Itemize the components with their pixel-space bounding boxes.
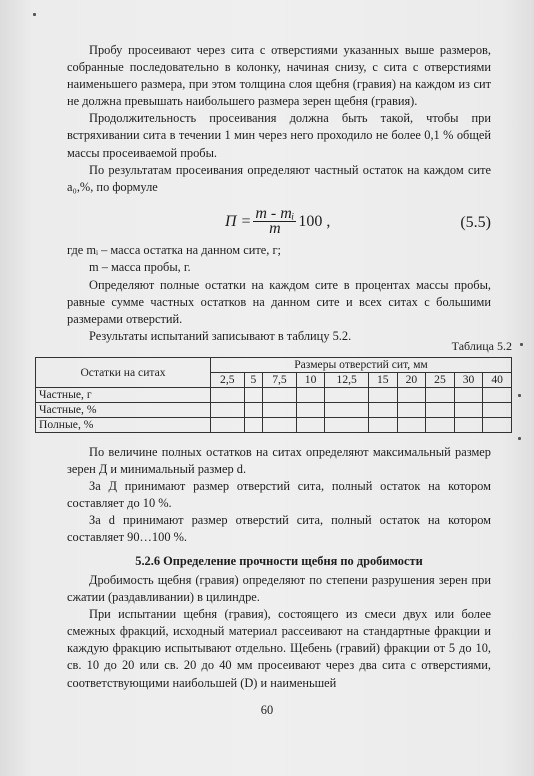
paragraph: При испытании щебня (гравия), состоящего из смеси двух или более смежных фракций, исходный материал рассеивают на стандартные фракции и каждую фракцию испытывают отдельно. Щебень (гравий) фракции от 5 до 10, св. 10 до 20 или св. 20 до 40 мм просеивают через два сита с отверстиями, соответствующими наибольшей (D) и наименьшей xyxy=(67,607,491,690)
paragraph: За d принимают размер отверстий сита, полный остаток на котором составляет 90…100 %. xyxy=(67,513,491,545)
table-row xyxy=(36,418,512,433)
table-cell xyxy=(368,418,397,433)
size-cell: 10 xyxy=(296,373,325,388)
table-cell xyxy=(325,388,369,403)
table-cell xyxy=(296,403,325,418)
sieve-table xyxy=(35,357,512,433)
after-table-block xyxy=(67,444,491,547)
table-cell xyxy=(244,403,263,418)
table-cell xyxy=(244,418,263,433)
formula-expression xyxy=(225,207,330,236)
scan-speck xyxy=(518,437,521,440)
where-line: m – масса пробы, г. xyxy=(89,260,191,275)
scan-speck xyxy=(520,343,523,346)
table-cell xyxy=(483,403,512,418)
size-cell: 7,5 xyxy=(263,373,297,388)
formula-lhs: П = xyxy=(225,212,252,230)
table-cell xyxy=(368,388,397,403)
table-row xyxy=(36,403,512,418)
where-block xyxy=(67,242,491,276)
scan-speck xyxy=(518,394,521,397)
table-cell xyxy=(397,388,426,403)
paragraph: Результаты испытаний записывают в таблицу 5.2. xyxy=(89,329,352,344)
size-cell: 12,5 xyxy=(325,373,369,388)
section-heading: 5.2.6 Определение прочности щебня по дробимости xyxy=(135,554,423,568)
formula-denominator: m xyxy=(269,220,281,237)
page-number: 60 xyxy=(260,703,274,717)
table-cell xyxy=(211,418,245,433)
table-cell xyxy=(426,403,455,418)
paragraph: Пробу просеивают через сита с отверстиями указанных выше размеров, собранные последовательно в колонку, начиная снизу, с сита с отверстиями наименьшего размера, при этом толщина слоя щебня (гравия) на каждом из сит не должна превышать наибольшего размера зерен щебня (гравия). xyxy=(67,43,491,109)
size-cell: 2,5 xyxy=(211,373,245,388)
table-cell xyxy=(296,388,325,403)
row-label: Полные, % xyxy=(36,418,211,433)
table-cell xyxy=(397,403,426,418)
table-cell xyxy=(325,403,369,418)
table-cell xyxy=(263,403,297,418)
size-cell: 5 xyxy=(244,373,263,388)
table-cell xyxy=(211,403,245,418)
table-header-row xyxy=(36,358,512,373)
formula-fraction xyxy=(253,207,296,236)
table-cell xyxy=(263,418,297,433)
row-label: Частные, % xyxy=(36,403,211,418)
table-cell xyxy=(483,418,512,433)
table-cell xyxy=(454,418,483,433)
table-header-sizes: Размеры отверстий сит, мм xyxy=(211,358,512,373)
equation-number: (5.5) xyxy=(460,214,491,231)
paragraph: Продолжительность просеивания должна быть такой, чтобы при встряхивании сита в течении 1 мин через него проходило не более 0,1 % общей массы просеиваемой пробы. xyxy=(67,111,491,160)
table-cell xyxy=(325,418,369,433)
section-text-block xyxy=(67,572,491,692)
paragraph: За Д принимают размер отверстий сита, полный остаток на котором составляет до 10 %. xyxy=(67,479,491,511)
table-cell xyxy=(296,418,325,433)
table-cell xyxy=(426,418,455,433)
paragraph: По результатам просеивания определяют частный остаток на каждом сите a₀,%, по формуле xyxy=(67,162,491,194)
table-cell xyxy=(426,388,455,403)
table-cell xyxy=(211,388,245,403)
size-cell: 30 xyxy=(454,373,483,388)
size-cell: 25 xyxy=(426,373,455,388)
middle-text-block xyxy=(67,277,491,345)
table-cell xyxy=(483,388,512,403)
table-cell xyxy=(454,388,483,403)
table-cell xyxy=(244,388,263,403)
top-text-block xyxy=(67,42,491,196)
table-cell xyxy=(454,403,483,418)
row-label: Частные, г xyxy=(36,388,211,403)
table-cell xyxy=(263,388,297,403)
table-caption: Таблица 5.2 xyxy=(451,339,512,353)
formula-numerator: m - mᵢ xyxy=(255,205,295,222)
formula-5-5 xyxy=(67,207,491,241)
table-header-residues: Остатки на ситах xyxy=(36,358,211,388)
paragraph: Дробимость щебня (гравия) определяют по степени разрушения зерен при сжатии (раздавливании) в цилиндре. xyxy=(67,573,491,605)
table-cell xyxy=(397,418,426,433)
size-cell: 15 xyxy=(368,373,397,388)
size-cell: 20 xyxy=(397,373,426,388)
paragraph: По величине полных остатков на ситах определяют максимальный размер зерен Д и минимальный размер d. xyxy=(67,445,491,477)
size-cell: 40 xyxy=(483,373,512,388)
table-cell xyxy=(368,403,397,418)
table-row xyxy=(36,388,512,403)
scan-speck xyxy=(33,13,36,16)
where-line: где mᵢ – масса остатка на данном сите, г; xyxy=(67,243,281,257)
paragraph: Определяют полные остатки на каждом сите в процентах массы пробы, равные сумме частных остатков на данном сите и всех ситах с большими размерами отверстий. xyxy=(67,278,491,327)
formula-factor: 100 , xyxy=(298,212,331,230)
